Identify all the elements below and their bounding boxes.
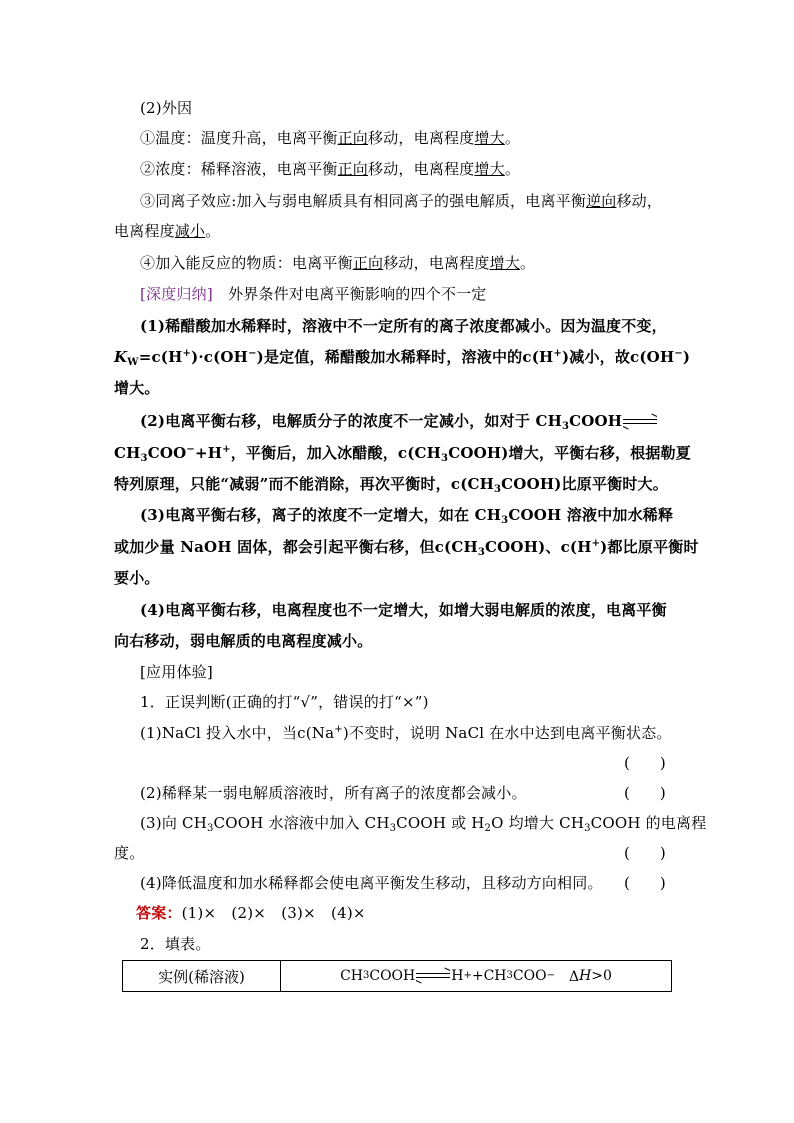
- summary-p2-line1: (2)电离平衡右移，电解质分子的浓度不一定减小，如对于 $CH_3COOH$: [140, 411, 658, 431]
- common-ion-line: ③同离子效应:加入与弱电解质具有相同离子的强电解质，电离平衡逆向移动，: [140, 192, 663, 210]
- summary-p3-line2: 或加少量 NaOH 固体，都会引起平衡右移，但$c(CH_3COOH)$、c(H+)都比原平衡时: [114, 538, 699, 558]
- summary-p1-line2: $K_W=c(H^+)\cdot c(OH^-)$是定值，稀醋酸加水稀释时，溶液中的c(H+)减小，故c(OH−): [114, 348, 691, 368]
- table-equation: CH 3 COOH H + +CH 3 COO − Δ H >0: [340, 968, 612, 985]
- answer-label: 答案：: [136, 904, 182, 922]
- summary-p3-line1: (3)电离平衡右移，离子的浓度不一定增大，如在 $CH_3COOH$ 溶液中加水稀释: [140, 506, 674, 526]
- summary-p2-line3: 特列原理，只能“减弱”而不能消除，再次平衡时，$c(CH_3COOH)$比原平衡时大。: [114, 475, 668, 495]
- summary-p4-line2: 向右移动，弱电解质的电离程度减小。: [114, 632, 373, 650]
- question-1-item-1: (1)NaCl 投入水中，当c(Na+)不变时，说明 NaCl 在水中达到电离平衡状态。: [140, 724, 672, 742]
- reactive-line: ④加入能反应的物质：电离平衡正向移动，电离程度增大。: [140, 254, 536, 272]
- table-header-example: 实例(稀溶液): [123, 961, 281, 991]
- deep-summary-title: 外界条件对电离平衡影响的四个不一定: [228, 285, 487, 303]
- summary-p4-line1: (4)电离平衡右移，电离程度也不一定增大，如增大弱电解质的浓度，电离平衡: [140, 601, 667, 619]
- fill-table: [122, 960, 672, 992]
- answer-line: [136, 903, 366, 923]
- deep-summary-tag: [深度归纳]: [140, 285, 213, 303]
- concentration-line: ②浓度：稀释溶液，电离平衡正向移动，电离程度增大。: [140, 160, 521, 178]
- question-1-title: 1．正误判断(正确的打“√”，错误的打“×”): [140, 693, 429, 711]
- question-1-item-2: (2)稀释某一弱电解质溶液时，所有离子的浓度都会减小。: [140, 784, 527, 802]
- question-1-item-4: (4)降低温度和加水稀释都会使电离平衡发生移动，且移动方向相同。: [140, 874, 603, 892]
- answer-blank-3[interactable]: ( ): [624, 844, 666, 862]
- summary-p2-line2: $CH_3COO^-+H^+$，平衡后，加入冰醋酸，$c(CH_3COOH)$增大，平衡右移，根据勒夏: [114, 444, 691, 464]
- temperature-line: ①温度：温度升高，电离平衡正向移动，电离程度增大。: [140, 129, 521, 147]
- common-ion-line-2: 电离程度减小。: [114, 222, 221, 240]
- answer-text: (1)× (2)× (3)× (4)×: [181, 904, 366, 922]
- external-heading: (2)外因: [140, 99, 193, 117]
- equilibrium-arrow-icon: [416, 972, 450, 980]
- question-1-item-3-cont: 度。: [114, 844, 145, 862]
- answer-blank-4[interactable]: ( ): [624, 874, 666, 892]
- answer-blank-1[interactable]: ( ): [624, 754, 666, 772]
- question-1-item-3: (3)向 $CH_3COOH$ 水溶液中加入 $CH_3COOH$ 或 $H_2O$ 均增大 $CH_3COOH$ 的电离程: [140, 814, 707, 834]
- answer-blank-2[interactable]: ( ): [624, 784, 666, 802]
- equilibrium-arrow-icon: [623, 418, 657, 426]
- summary-p3-line3: 要小。: [114, 569, 160, 587]
- summary-p1-line3: 增大。: [114, 379, 160, 397]
- deep-summary-heading: [140, 284, 487, 304]
- question-2-title: 2．填表。: [140, 935, 211, 953]
- summary-p1-line1: (1)稀醋酸加水稀释时，溶液中不一定所有的离子浓度都减小。因为温度不变，: [140, 317, 667, 335]
- application-heading: [应用体验]: [140, 663, 213, 681]
